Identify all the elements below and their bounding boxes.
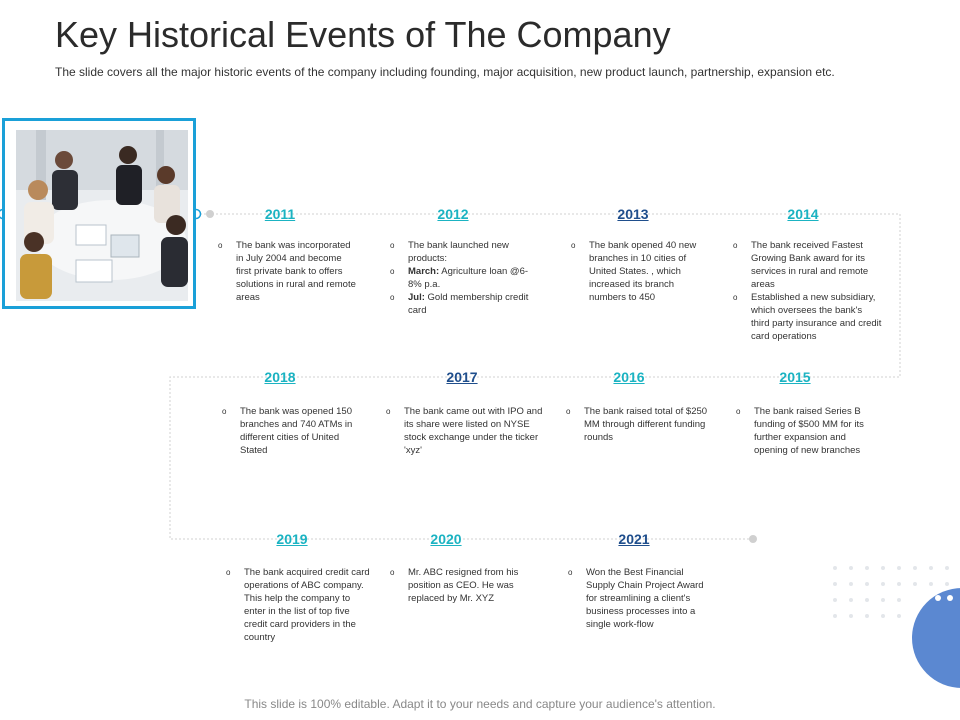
footer-note: This slide is 100% editable. Adapt it to your needs and capture your audience's attention. <box>244 697 716 711</box>
event-2013-description <box>571 239 711 304</box>
meeting-photo-frame <box>2 118 196 309</box>
year-2019: 2019 <box>276 531 308 547</box>
event-2015-description <box>736 405 876 457</box>
event-2019-description <box>226 566 371 644</box>
event-2020-description <box>390 566 520 605</box>
event-2013-text: o The bank opened 40 new branches in 10 cities of United States. , which increased its branch numbers to 450 <box>571 239 711 304</box>
event-2011-text: o The bank was incorporated in July 2004 and become first private bank to offers solutions in rural and remote areas <box>218 239 358 304</box>
event-2019-text: o The bank acquired credit card operations of ABC company. This help the company to enter in the list of top five credit card providers in the country <box>226 566 371 644</box>
year-2015: 2015 <box>779 369 811 385</box>
event-2018-text: o The bank was opened 150 branches and 740 ATMs in different cities of United Stated <box>222 405 357 457</box>
event-2014-description <box>733 239 883 343</box>
event-2017-description <box>386 405 546 457</box>
page-subtitle: The slide covers all the major historic events of the company including founding, major acquisition, new product launch, partnership, expansion etc. <box>55 65 835 79</box>
event-2014-award: o The bank received Fastest Growing Bank award for its services in rural and remote areas <box>733 239 883 291</box>
event-2012-intro: o The bank launched new products: <box>390 239 530 265</box>
event-2016-description <box>566 405 711 444</box>
year-2011: 2011 <box>264 206 296 222</box>
event-2011-description <box>218 239 358 304</box>
event-2015-text: o The bank raised Series B funding of $500 MM for its further expansion and opening of new branches <box>736 405 876 457</box>
event-2012-description <box>390 239 530 317</box>
year-2021: 2021 <box>618 531 650 547</box>
event-2016-text: o The bank raised total of $250 MM through different funding rounds <box>566 405 711 444</box>
year-2020: 2020 <box>430 531 462 547</box>
year-2017: 2017 <box>446 369 478 385</box>
year-2018: 2018 <box>264 369 296 385</box>
decorative-white-dots <box>930 592 960 606</box>
year-2012: 2012 <box>437 206 469 222</box>
event-2017-text: o The bank came out with IPO and its share were listed on NYSE stock exchange under the ticker 'xyz' <box>386 405 546 457</box>
event-2014-subsidiary: o Established a new subsidiary, which oversees the bank's third party insurance and credit card operations <box>733 291 883 343</box>
page-title: Key Historical Events of The Company <box>55 14 671 55</box>
business-meeting-photo-icon <box>16 130 188 301</box>
event-2012-march: o March: Agriculture loan @6-8% p.a. <box>390 265 530 291</box>
event-2012-jul: o Jul: Gold membership credit card <box>390 291 530 317</box>
event-2021-description <box>568 566 708 631</box>
event-2018-description <box>222 405 357 457</box>
event-2021-text: o Won the Best Financial Supply Chain Project Award for streamlining a client's business processes into a single work-flow <box>568 566 708 631</box>
year-2013: 2013 <box>617 206 649 222</box>
year-2016: 2016 <box>613 369 645 385</box>
year-2014: 2014 <box>787 206 819 222</box>
event-2020-text: o Mr. ABC resigned from his position as CEO. He was replaced by Mr. XYZ <box>390 566 520 605</box>
